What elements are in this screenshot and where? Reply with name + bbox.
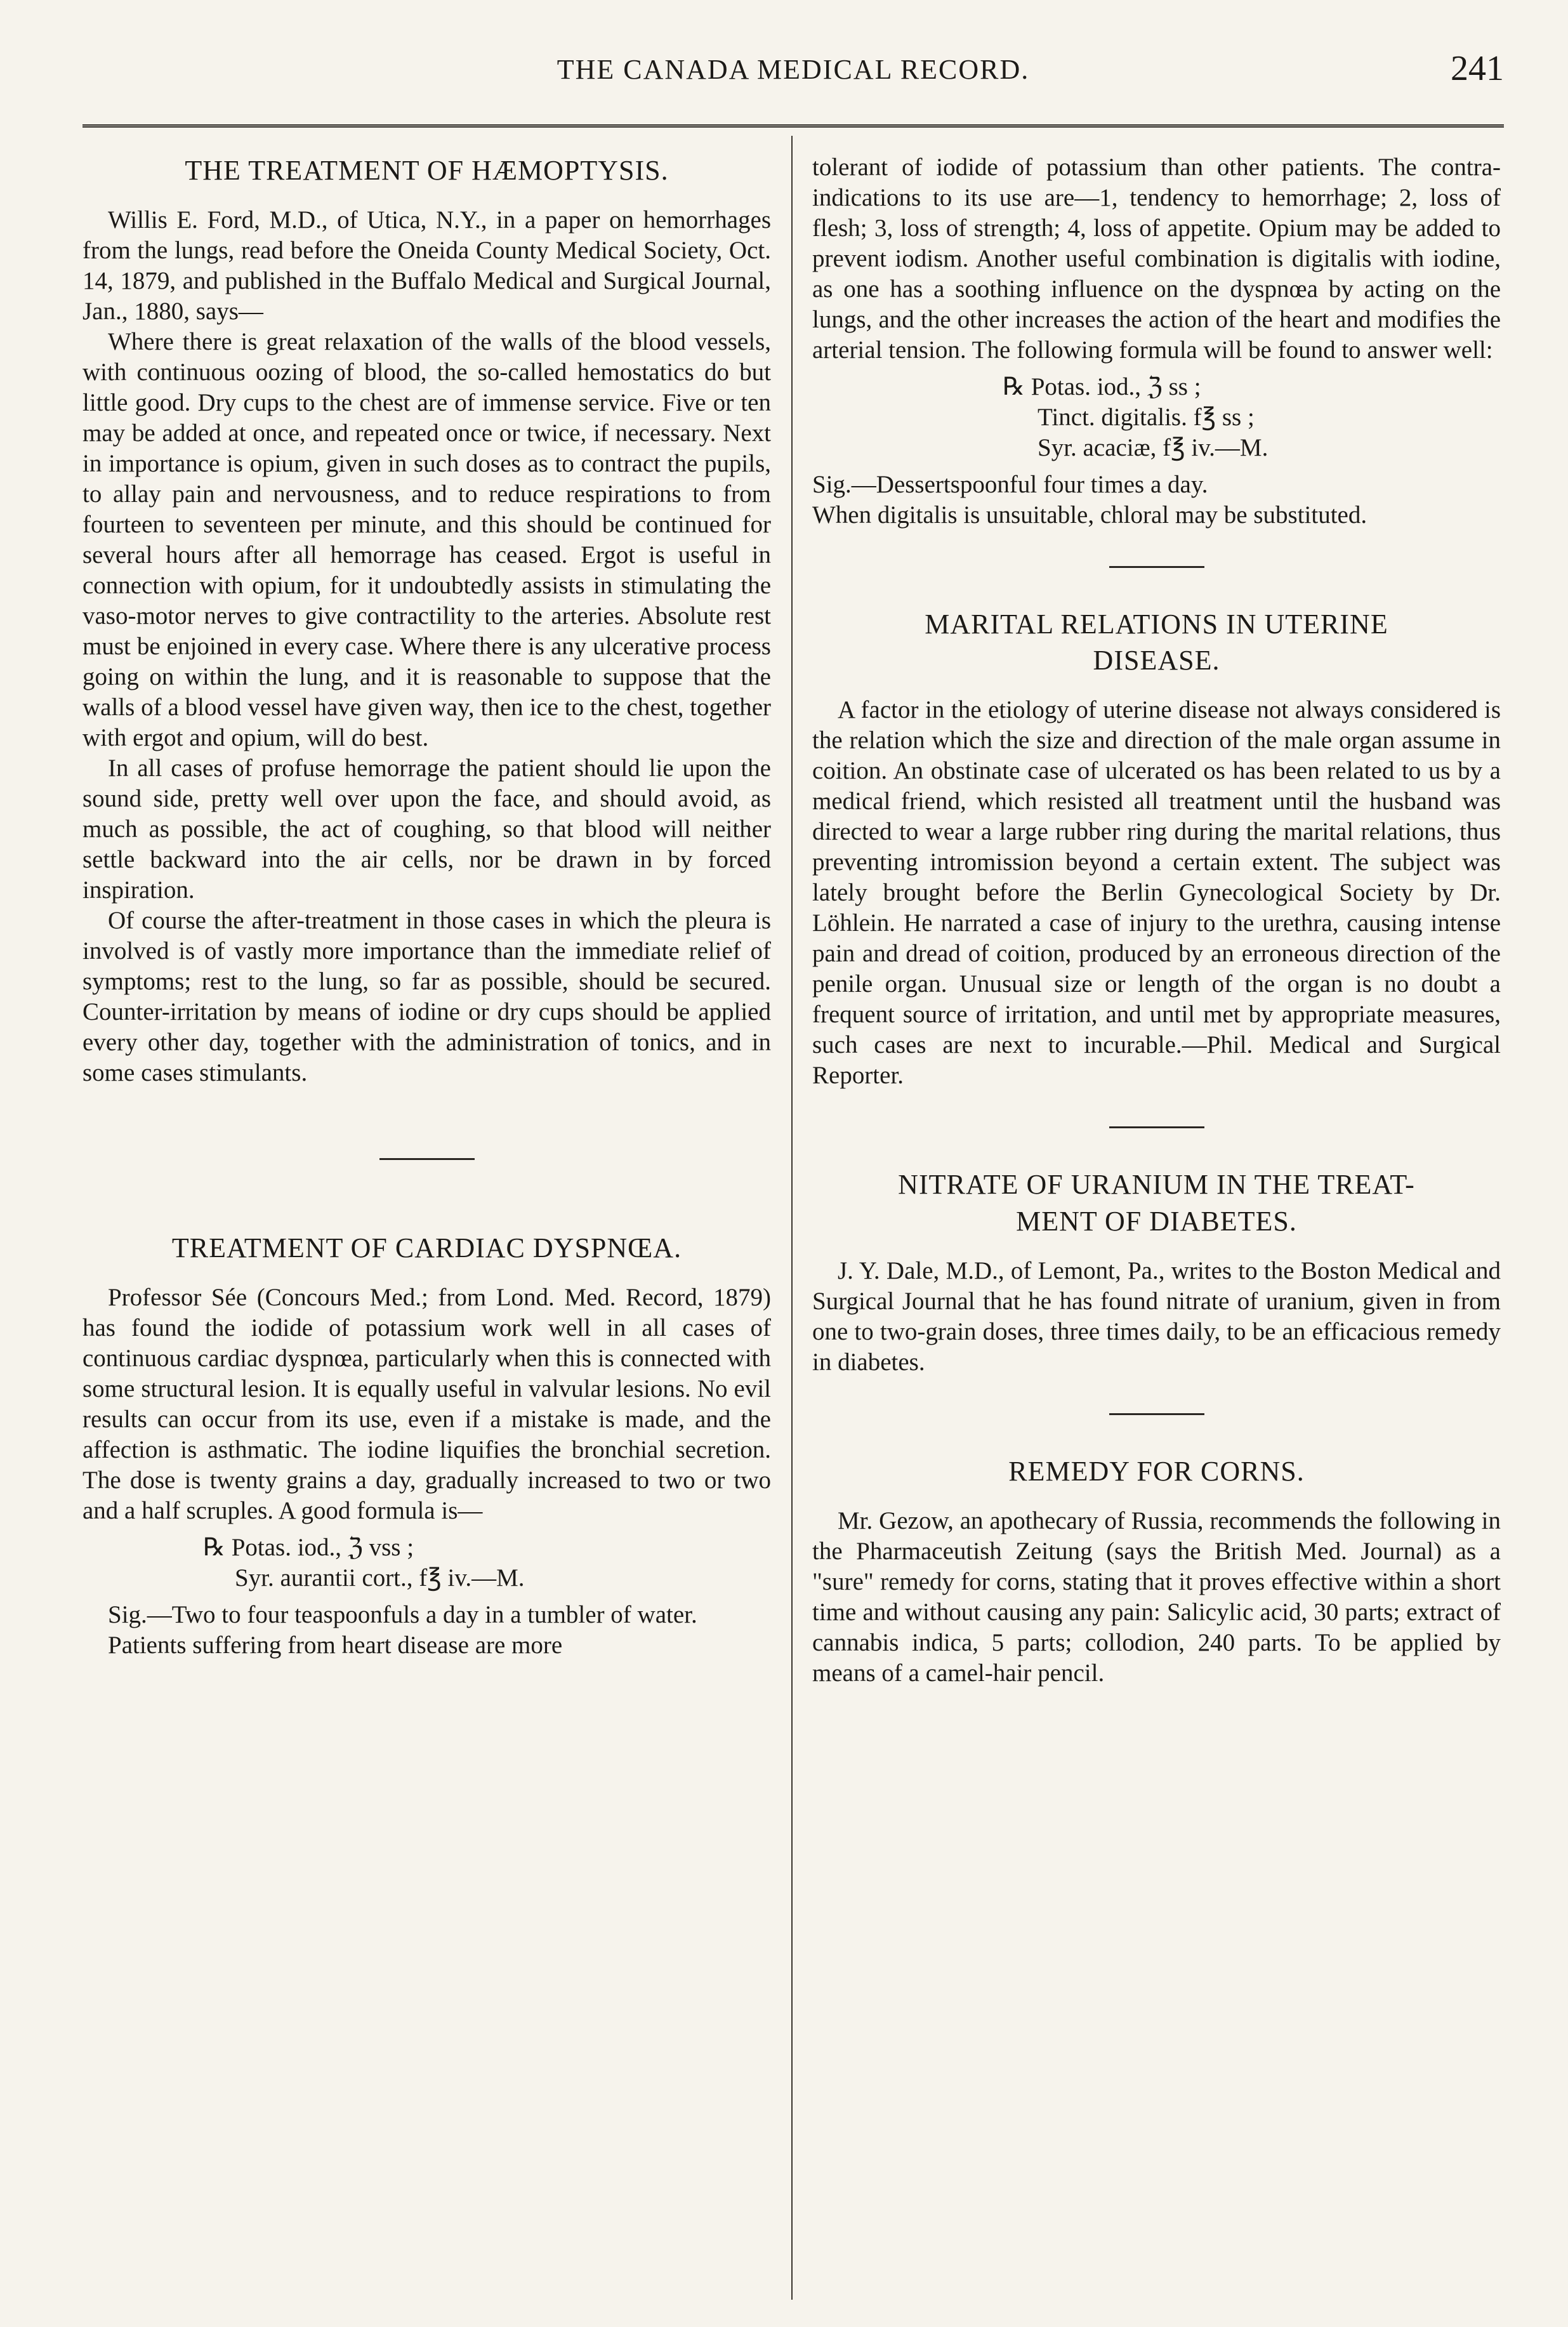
article-heading-remedy-corns: REMEDY FOR CORNS. [1008,1455,1305,1487]
paragraph: Willis E. Ford, M.D., of Utica, N.Y., in a paper on hemorrhages from the lungs, read before the Oneida County Medical Society, Oct. 14, 1879, and published in the Buffalo Medical and Surgical Journal, Jan., 1880, says— [82,206,771,326]
prescription-line: Syr. aurantii cort., f℥ iv.—M. [235,1564,525,1592]
right-column [812,152,1501,1689]
running-header [82,49,1504,104]
section-divider [1109,1413,1204,1415]
paragraph: When digitalis is unsuitable, chloral may be substituted. [812,501,1367,529]
prescription-line: ℞ Potas. iod., ℨ ss ; [1003,373,1201,400]
heading-line: MARITAL RELATIONS IN UTERINE [925,609,1388,640]
prescription-line: Tinct. digitalis. f℥ ss ; [1038,404,1255,431]
prescription-line: Syr. acaciæ, f℥ iv.—M. [1038,434,1268,461]
heading-line: MENT OF DIABETES. [1016,1205,1297,1237]
paragraph: Sig.—Dessertspoonful four times a day. [812,471,1208,498]
column-divider [791,136,793,2300]
paragraph: Professor Sée (Concours Med.; from Lond. Med. Record, 1879) has found the iodide of potassium work well in all cases of continuous cardiac dyspnœa, particularly when this is connected with some structural lesion. It is equally useful in valvular lesions. No evil results can occur from its use, even if a mistake is made, and the affection is asthmatic. The iodine liquifies the bronchial secretion. The dose is twenty grains a day, gradually increased to two or two and a half scruples. A good formula is— [82,1284,771,1525]
heading-line: NITRATE OF URANIUM IN THE TREAT- [898,1169,1415,1201]
paragraph: Patients suffering from heart disease are more [108,1632,563,1659]
section-divider [379,1158,475,1160]
paragraph: J. Y. Dale, M.D., of Lemont, Pa., writes to the Boston Medical and Surgical Journal that he has found nitrate of uranium, given in from one to two-grain doses, three times daily, to be an efficacious remedy in diabetes. [812,1256,1501,1376]
paragraph: In all cases of profuse hemorrage the patient should lie upon the sound side, pretty well over upon the face, and should avoid, as much as possible, the act of coughing, so that blood will neither settle backward into the air cells, nor be drawn in by forced inspiration. [82,755,771,904]
paragraph: A factor in the etiology of uterine disease not always considered is the relation which the size and direction of the male organ assume in coition. An obstinate case of ulcerated os has been related to us by a medical friend, which resisted all treatment until the husband was directed to wear a large rubber ring during the marital relations, thus preventing intromission beyond a certain extent. The subject was lately brought before the Berlin Gynecological Society by Dr. Löhlein. He narrated a case of injury to the urethra, causing intense pain and dread of coition, produced by an erroneous direction of the penile organ. Unusual size or length of the organ is no doubt a frequent source of irritation, and until met by appropriate measures, such cases are next to incurable.—Phil. Medical and Surgical Reporter. [812,696,1501,1090]
page-number: 241 [1451,49,1504,88]
journal-title: THE CANADA MEDICAL RECORD. [557,54,1030,85]
prescription [82,1533,771,1593]
paragraph: Of course the after-treatment in those cases in which the pleura is involved is of vastly more importance than the immediate relief of symptoms; rest to the lung, so far as possible, should be secured. Counter-irritation by means of iodine or dry cups should be applied every other day, together with the administration of tonics, and in some cases stimulants. [82,907,771,1087]
heading-line: DISEASE. [1093,645,1220,676]
article-heading-nitrate-uranium [812,1166,1501,1239]
section-divider [1109,566,1204,568]
article-heading-haemoptysis: THE TREATMENT OF HÆMOPTYSIS. [185,155,669,186]
left-column [82,152,771,1661]
paragraph: Sig.—Two to four teaspoonfuls a day in a tumbler of water. [108,1601,697,1629]
article-heading-marital-relations [812,606,1501,678]
section-divider [1109,1126,1204,1128]
prescription [812,372,1501,463]
header-rule [82,124,1504,128]
paragraph: Mr. Gezow, an apothecary of Russia, recommends the following in the Pharmaceutish Zeitung (says the British Med. Journal) as a "sure" remedy for corns, stating that it proves effective within a short time and without causing any pain: Salicylic acid, 30 parts; extract of cannabis indica, 5 parts; collodion, 240 parts. To be applied by means of a camel-hair pencil. [812,1506,1501,1687]
prescription-line: ℞ Potas. iod., ℨ vss ; [203,1534,414,1562]
paragraph: tolerant of iodide of potassium than other patients. The contra-indications to its use are—1, tendency to hemorrhage; 2, loss of flesh; 3, loss of strength; 4, loss of appetite. Opium may be added to prevent iodism. Another useful combination is digitalis with iodine, as one has a soothing influence on the dyspnœa by acting on the lungs, and the other increases the action of the heart and modifies the arterial tension. The following formula will be found to answer well: [812,154,1501,364]
article-heading-cardiac-dyspnoea: TREATMENT OF CARDIAC DYSPNŒA. [171,1232,682,1264]
paragraph: Where there is great relaxation of the walls of the blood vessels, with continuous oozing of blood, the so-called hemostatics do but little good. Dry cups to the chest are of immense service. Five or ten may be added at once, and repeated once or twice, if necessary. Next in importance is opium, given in such doses as to contract the pupils, to allay pain and nervousness, and to reduce respirations to from fourteen to seventeen per minute, and this should be continued for several hours after all hemorrage has ceased. Ergot is useful in connection with opium, for it undoubtedly assists in stimulating the vaso-motor nerves to give contractility to the arteries. Absolute rest must be enjoined in every case. Where there is any ulcerative process going on within the lung, and it is reasonable to suppose that the walls of a blood vessel have given way, then ice to the chest, together with ergot and opium, will do best. [82,328,771,752]
